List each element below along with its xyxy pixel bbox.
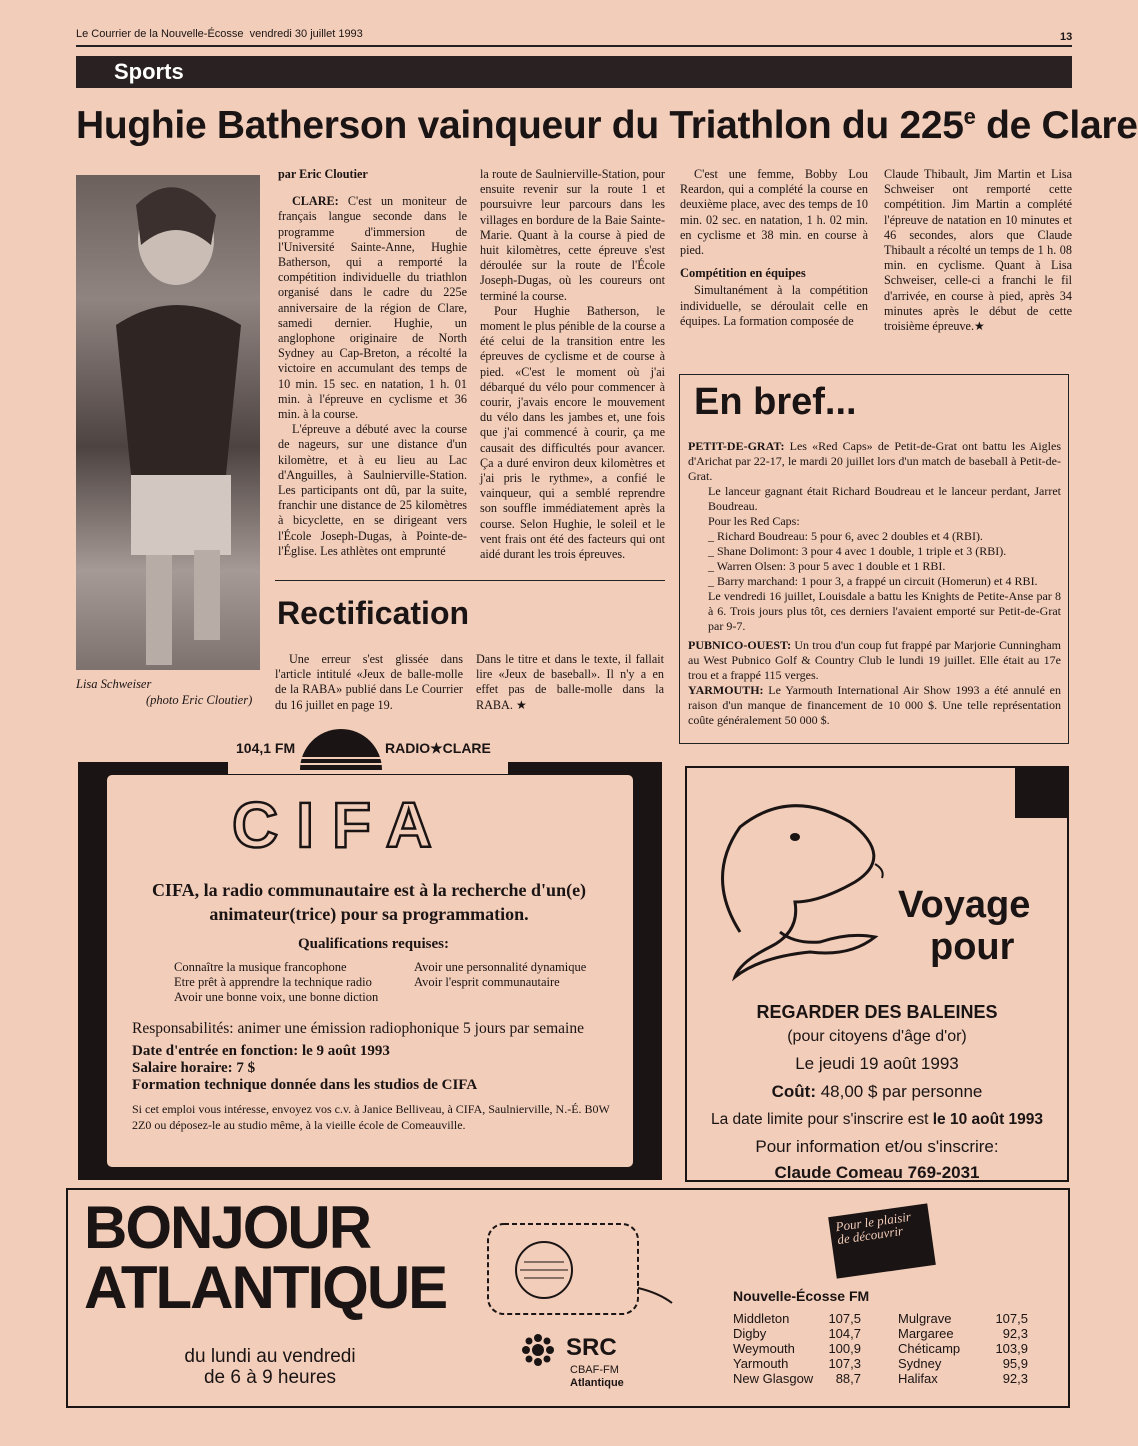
brief-paragraph xyxy=(688,439,1061,484)
cost-value: 48,00 $ par personne xyxy=(816,1082,983,1101)
runner-photo xyxy=(76,175,260,670)
publication-name: Le Courrier de la Nouvelle-Écosse xyxy=(76,28,244,40)
station-name: New Glasgow xyxy=(733,1371,814,1386)
article-paragraph: Claude Thibault, Jim Martin et Lisa Schweiser ont remporté cette compétition. Jim Martin a complété l'épreuve de natation en 10 minutes et 46 secondes, alors que Claude Thibault a récolté un temps de 1 h. 08 min. en cyclisme. Quant à Lisa Schweiser, celle-ci a franchi le fil d'arrivée, en course à pied, après 34 minutes après le début de cette troisième épreuve.★ xyxy=(884,167,1072,334)
article-column-4 xyxy=(884,167,1072,334)
en-bref-text xyxy=(688,439,1061,728)
sunrise-icon xyxy=(298,728,384,772)
voyage-line-6: Pour information et/ou s'inscrire: xyxy=(755,1137,999,1156)
dateline: CLARE: xyxy=(292,194,339,209)
article-paragraph: la route de Saulnierville-Station, pour ensuite revenir sur la route 1 et poursuivre leur parcours dans les villages en bordure de la Baie Sainte-Marie. Quant à la course à pied de huit kilomètres, cette épreuve s'est déroulée sur la route de l'École Joseph-Dugas, où les coureurs ont terminé la course. xyxy=(480,167,665,303)
voyage-line-1: REGARDER DES BALEINES xyxy=(756,1002,998,1022)
article-column-1 xyxy=(278,167,467,559)
station-row xyxy=(733,1356,861,1371)
bonjour-title-1: BONJOUR xyxy=(84,1194,371,1261)
cifa-qualifications-left xyxy=(174,960,378,1005)
headline-superscript: e xyxy=(963,104,976,129)
station-frequency: 104,7 xyxy=(828,1326,861,1341)
atlantique-label: Atlantique xyxy=(570,1377,624,1389)
brief-paragraph: Le vendredi 16 juillet, Louisdale a battu les Knights de Petite-Anse par 8 à 6. Trois jours plus tôt, ces derniers l'avaient emporté sur Petit-de-Grat par 9-7. xyxy=(708,589,1061,633)
bonjour-logo xyxy=(84,1194,464,1321)
runner-illustration xyxy=(76,175,260,670)
voyage-line-4 xyxy=(687,1078,1067,1106)
cbc-gem-icon xyxy=(522,1334,554,1366)
cifa-qualifications-title: Qualifications requises: xyxy=(298,936,449,952)
cifa-contact: Si cet emploi vous intéresse, envoyez vos c.v. à Janice Belliveau, à CIFA, Saulnierville, N.-É. B0W 2Z0 ou déposez-le au studio même, à la vieille école de Comeauville. xyxy=(132,1102,610,1132)
station-frequency: 92,3 xyxy=(1002,1326,1028,1341)
article-column-2 xyxy=(480,167,665,562)
brief-paragraph xyxy=(688,683,1061,728)
station-list-right xyxy=(898,1311,1028,1386)
station-name: Halifax xyxy=(898,1371,938,1386)
cifa-qualifications-right xyxy=(414,960,586,990)
station-name: Digby xyxy=(733,1326,767,1341)
station-frequency: 107,3 xyxy=(828,1356,861,1371)
station-row xyxy=(733,1326,861,1341)
station-frequency: 107,5 xyxy=(995,1311,1028,1326)
page-number: 13 xyxy=(1060,31,1073,43)
stat-line: _ Shane Dolimont: 3 pour 4 avec 1 double, 1 triple et 3 (RBI). xyxy=(708,544,1007,558)
article-paragraph xyxy=(278,194,467,422)
paragraph-text: Les «Red Caps» de Petit-de-Grat ont battu les Aigles d'Arichat par 22-17, le mardi 20 juillet lors d'un match de baseball à Petit-de-Grat. xyxy=(688,439,1061,483)
en-bref-box xyxy=(679,374,1069,744)
schedule-hours: de 6 à 9 heures xyxy=(203,1367,337,1388)
cifa-responsibilities: Responsabilités: animer une émission radiophonique 5 jours par semaine xyxy=(132,1020,584,1037)
station-name: Weymouth xyxy=(733,1341,795,1356)
station-name: Mulgrave xyxy=(898,1311,952,1326)
station-row xyxy=(898,1326,1028,1341)
voyage-line-3: Le jeudi 19 août 1993 xyxy=(795,1054,959,1073)
bonjour-schedule xyxy=(110,1346,430,1388)
station-frequency: 95,9 xyxy=(1002,1356,1028,1371)
station-row xyxy=(898,1371,1028,1386)
station-row xyxy=(898,1341,1028,1356)
rectification-title: Rectification xyxy=(277,595,470,631)
station-row xyxy=(898,1356,1028,1371)
section-divider xyxy=(275,580,665,581)
cifa-headline: CIFA, la radio communautaire est à la recherche d'un(e) animateur(trice) pour sa programmation. xyxy=(151,880,587,924)
qualification-item: Avoir l'esprit communautaire xyxy=(414,975,560,989)
dateline: PUBNICO-OUEST: xyxy=(688,638,792,652)
station-frequency: 100,9 xyxy=(828,1341,861,1356)
qualification-item: Connaître la musique francophone xyxy=(174,960,347,974)
cifa-logo: CIFA xyxy=(232,789,450,861)
station-row xyxy=(733,1341,861,1356)
photo-caption-credit: (photo Eric Cloutier) xyxy=(146,693,253,707)
voyage-line-2: (pour citoyens d'âge d'or) xyxy=(787,1028,967,1045)
stat-line: _ Richard Boudreau: 5 pour 6, avec 2 doubles et 4 (RBI). xyxy=(708,529,983,543)
cifa-salary: Salaire horaire: 7 $ xyxy=(132,1060,256,1076)
publication-header xyxy=(76,28,363,40)
stat-line: _ Barry marchand: 1 pour 3, a frappé un circuit (Homerun) et 4 RBI. xyxy=(708,574,1038,588)
voyage-contact: Claude Comeau 769-2031 xyxy=(774,1163,980,1182)
region-title: Nouvelle-Écosse FM xyxy=(733,1288,870,1304)
paragraph-text: Dans le titre et dans le texte, il fallait lire «Jeux de baseball». Il n'y a en effet pas de balle-molle dans la RABA. ★ xyxy=(476,652,664,712)
bonjour-title-2: ATLANTIQUE xyxy=(84,1254,447,1321)
article-paragraph: Pour Hughie Batherson, le moment le plus pénible de la course a été celui de la transition entre les épreuves de cyclisme et de course à pied. «C'est le moment où j'ai débarqué du vélo pour commencer à courir, j'avais encore le mouvement du vélo dans les jambes et, une fois que j'ai commencé à courir, ça me causait des difficultés pour avancer. Ça a duré environ deux kilomètres et j'ai pris le rythme», a confié le vainqueur, qui a semblé reprendre son souffle immédiatement après la course. Selon Hughie, le soleil et le vent frais ont été des facteurs qui ont aidé durant les trois épreuves. xyxy=(480,303,665,562)
dateline: YARMOUTH: xyxy=(688,683,764,697)
station-name: Chéticamp xyxy=(898,1341,961,1356)
paragraph-text: Un trou d'un coup fut frappé par Marjorie Cunningham au West Pubnico Golf & Country Club le lundi 19 juillet. Elle était au 17e trou et a frappé 115 verges. xyxy=(688,638,1061,682)
article-paragraph: Simultanément à la compétition individuelle, se déroulait celle en équipes. La formation composée de xyxy=(680,283,868,328)
article-paragraph: C'est une femme, Bobby Lou Reardon, qui a complété la course en deuxième place, avec des temps de 10 min. 02 sec. en natation, 1 h. 02 min. en cyclisme et 38 min. en course à pied. xyxy=(680,167,868,258)
dateline: PETIT-DE-GRAT: xyxy=(688,439,785,453)
deadline-date: le 10 août 1993 xyxy=(932,1111,1044,1128)
corner-block xyxy=(1015,766,1069,818)
station-row xyxy=(733,1371,861,1386)
voyage-line-5 xyxy=(687,1106,1067,1134)
subheading: Compétition en équipes xyxy=(680,266,806,281)
rectification-column-2 xyxy=(476,652,664,713)
cifa-station: RADIO★CLARE xyxy=(385,740,491,756)
cifa-frequency: 104,1 FM xyxy=(236,740,296,756)
article-paragraph: L'épreuve a débuté avec la course de nageurs, sur une distance d'un kilomètre, et à eu lieu au Lac d'Anguilles, à Saulnierville-Station. Les participants ont dû, par la suite, franchir une distance de 25 kilomètres à bicyclette, en se dirigeant vers l'École Joseph-Dugas, à Pointe-de-l'Église. Les athlètes ont emprunté xyxy=(278,422,467,558)
cifa-start-date: Date d'entrée en fonction: le 9 août 1993 xyxy=(132,1043,390,1059)
qualification-item: Etre prêt à apprendre la technique radio xyxy=(174,975,372,989)
voyage-title-2: pour xyxy=(930,926,1015,968)
brief-paragraph xyxy=(688,638,1061,683)
station-row xyxy=(898,1311,1028,1326)
byline: par Eric Cloutier xyxy=(278,167,368,181)
rectification-column-1 xyxy=(275,652,463,713)
whale-icon xyxy=(700,782,915,982)
tagline-text: Pour le plaisir de découvrir xyxy=(834,1208,912,1248)
schedule-days: du lundi au vendredi xyxy=(184,1346,356,1367)
stat-line: _ Warren Olsen: 3 pour 5 avec 1 double et 1 RBI. xyxy=(708,559,946,573)
section-banner xyxy=(76,56,1072,88)
deadline-text: La date limite pour s'inscrire est xyxy=(710,1111,933,1128)
station-frequency: 88,7 xyxy=(835,1371,861,1386)
article-headline xyxy=(76,104,1138,148)
section-title: Sports xyxy=(114,59,184,84)
radio-icon xyxy=(484,1218,674,1318)
cost-label: Coût: xyxy=(771,1082,816,1101)
header-rule xyxy=(76,45,1072,47)
station-name: Yarmouth xyxy=(733,1356,789,1371)
cifa-training: Formation technique donnée dans les studios de CIFA xyxy=(132,1077,478,1093)
station-frequency: 92,3 xyxy=(1002,1371,1028,1386)
station-name: Sydney xyxy=(898,1356,942,1371)
voyage-title-1: Voyage xyxy=(898,884,1031,926)
en-bref-title: En bref... xyxy=(694,381,857,423)
brief-paragraph: Pour les Red Caps: xyxy=(708,514,800,528)
station-frequency: 107,5 xyxy=(828,1311,861,1326)
station-list-left xyxy=(733,1311,861,1386)
paragraph-text: Le Yarmouth International Air Show 1993 a été annulé en raison d'un manque de financement de 10 000 $. Une telle représentation coûte généralement 50 000 $. xyxy=(688,683,1061,727)
headline-end: de Clare xyxy=(975,104,1138,147)
station-name: Margaree xyxy=(898,1326,954,1341)
src-logo-text: SRC xyxy=(566,1334,617,1361)
article-column-3 xyxy=(680,167,868,329)
issue-date: vendredi 30 juillet 1993 xyxy=(249,28,363,40)
cifa-details xyxy=(132,1043,477,1094)
cbaf-label: CBAF-FM xyxy=(570,1364,619,1376)
station-frequency: 103,9 xyxy=(995,1341,1028,1356)
voyage-details xyxy=(687,1000,1067,1186)
paragraph-text: Une erreur s'est glissée dans l'article intitulé «Jeux de balle-molle de la RABA» publié dans Le Courrier du 16 juillet en page 19. xyxy=(275,652,463,712)
qualification-item: Avoir une personnalité dynamique xyxy=(414,960,587,974)
photo-caption-name: Lisa Schweiser xyxy=(76,677,152,691)
headline-text: Hughie Batherson vainqueur du Triathlon du 225 xyxy=(76,104,964,147)
station-row xyxy=(733,1311,861,1326)
station-name: Middleton xyxy=(733,1311,790,1326)
qualification-item: Avoir une bonne voix, une bonne diction xyxy=(174,990,379,1004)
brief-paragraph: Le lanceur gagnant était Richard Boudreau et le lanceur perdant, Jarret Boudreau. xyxy=(708,484,1061,513)
paragraph-text: C'est un moniteur de français langue seconde dans le programme d'immersion de l'Université Sainte-Anne, Hughie Batherson, qui a remporté la compétition individuelle du triathlon organisé dans le cadre du 225e anniversaire de la région de Clare, samedi dernier. Hughie, un anglophone originaire de North Sydney au Cap-Breton, a récolté la victoire en accumulant des temps de 10 min. 15 sec. en natation, 1 h. 01 min. à l'épreuve en cyclisme et 36 min. à la course. xyxy=(278,194,467,422)
